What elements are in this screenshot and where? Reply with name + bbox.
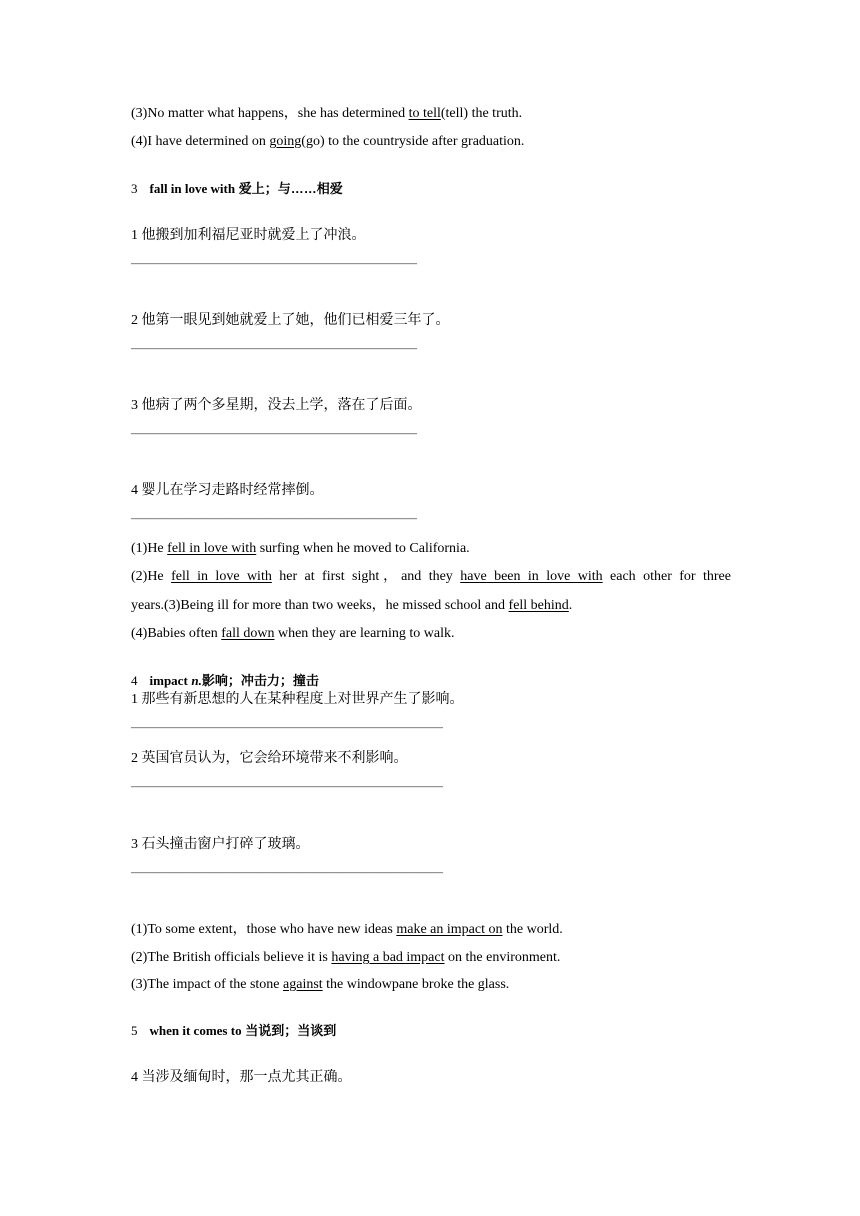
question-text: 3 石头撞击窗户打碎了玻璃。 xyxy=(131,837,310,852)
question-text: 2 他第一眼见到她就爱上了她，他们已相爱三年了。 xyxy=(131,313,450,328)
section-heading: 4 impact n.影响；冲击力；撞击 xyxy=(131,673,319,688)
answer-blank: —————————————————————— xyxy=(131,255,417,270)
answer-blank: ———————————————————————— xyxy=(131,864,443,879)
answer-fill: fell behind xyxy=(508,598,569,613)
answer-line: (2)The British officials believe it is having a bad impact on the environment. xyxy=(131,950,561,965)
answer-fill: going xyxy=(269,134,302,149)
question-text: 1 那些有新思想的人在某种程度上对世界产生了影响。 xyxy=(131,692,464,707)
section-heading: 3 fall in love with 爱上；与……相爱 xyxy=(131,181,343,196)
answer-blank: ———————————————————————— xyxy=(131,778,443,793)
answer-line: years.(3)Being ill for more than two weeks，he missed school and fell behind. xyxy=(131,598,573,613)
answer-fill: fall down xyxy=(221,626,275,641)
answer-line: (4)Babies often fall down when they are learning to walk. xyxy=(131,626,455,641)
answer-fill: fell in love with xyxy=(167,541,257,556)
answer-line: (3)The impact of the stone against the windowpane broke the glass. xyxy=(131,977,510,992)
answer-fill: against xyxy=(283,977,323,992)
answer-blank: —————————————————————— xyxy=(131,425,417,440)
answer-line: (3)No matter what happens，she has determined to tell(tell) the truth. xyxy=(131,106,523,121)
answer-line: (1)He fell in love with surfing when he moved to California. xyxy=(131,541,470,556)
answer-fill: to tell xyxy=(408,106,441,121)
section-heading: 5 when it comes to 当说到；当谈到 xyxy=(131,1023,337,1038)
answer-blank: ———————————————————————— xyxy=(131,719,443,734)
answer-fill: having a bad impact xyxy=(331,950,445,965)
answer-line: (2)He fell in love with her at first sight，and they have been in love with each other for three xyxy=(131,569,731,584)
question-text: 4 婴儿在学习走路时经常摔倒。 xyxy=(131,483,324,498)
answer-blank: —————————————————————— xyxy=(131,510,417,525)
answer-line: (4)I have determined on going(go) to the countryside after graduation. xyxy=(131,134,525,149)
answer-line: (1)To some extent，those who have new ideas make an impact on the world. xyxy=(131,922,563,937)
answer-fill: have been in love with xyxy=(460,569,603,584)
question-text: 4 当涉及缅甸时，那一点尤其正确。 xyxy=(131,1070,352,1085)
answer-fill: make an impact on xyxy=(396,922,503,937)
answer-blank: —————————————————————— xyxy=(131,340,417,355)
question-text: 3 他病了两个多星期，没去上学，落在了后面。 xyxy=(131,398,422,413)
answer-fill: fell in love with xyxy=(171,569,272,584)
question-text: 2 英国官员认为，它会给环境带来不利影响。 xyxy=(131,751,408,766)
question-text: 1 他搬到加利福尼亚时就爱上了冲浪。 xyxy=(131,228,366,243)
